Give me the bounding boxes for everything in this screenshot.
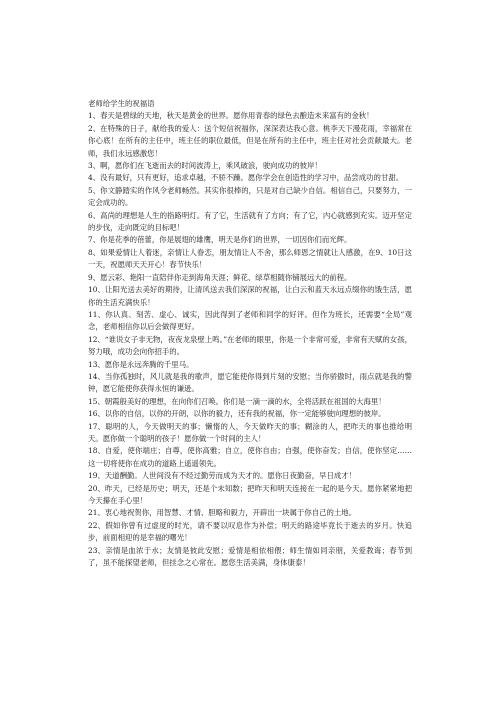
- paragraph-list: [88, 110, 412, 569]
- paragraph: 18、自爱，使你端庄；自尊，使你高雅；自立，使你自由；自强，使你奋发；自信，使你坚定……这一切将使你在成功的道路上遥遥领先。: [88, 446, 412, 468]
- paragraph: 1、春天是碧绿的天地，秋天是黄金的世界。愿你用青春的绿色去酿造未来富有的金秋！: [88, 111, 374, 121]
- paragraph: 20、昨天，已经是历史；明天，还是个未知数；把昨天和明天连接在一起的是今天。愿你紧紧地把今天攥在手心里！: [88, 483, 412, 505]
- paragraph: 16、以你的自信，以你的开朗，以你的毅力，还有我的祝福，你一定能够驶向理想的彼岸。: [88, 409, 386, 419]
- paragraph: 22、假如你曾有过虚度的时光，请不要以叹息作为补偿；明天的路途毕竟长于逝去的岁月。快追步，前面相迎的是幸福的曙光！: [88, 520, 412, 543]
- paragraph: 13、愿你是永远奔腾的千里马。: [88, 359, 194, 369]
- paragraph: 17、聪明的人，今天做明天的事；懒惰的人，今天做昨天的事；糊涂的人，把昨天的事也推给明天。愿你做一个聪明的孩子！愿你做一个时间的主人！: [88, 421, 412, 443]
- paragraph: 4、没有最好，只有更好，追求卓越，不骄不躁。愿你学会在创造性的学习中，品尝成功的甘甜。: [88, 173, 404, 183]
- paragraph: 9、愿云彩、艳阳一直陪伴你走到海角天涯；鲜花、绿草相随你铺展远大的前程。: [88, 272, 352, 282]
- paragraph: 19、天道酬勤。人世间没有不经过勤劳而成为天才的。愿你日夜勤奋，早日成才！: [88, 471, 357, 481]
- paragraph: 8、如果爱情让人着迷，亲情让人眷恋，朋友情让人不舍，那么师恩之情就让人感激，在9、10日这一天，祝愿师天天开心！春节快乐！: [88, 247, 412, 270]
- paragraph: 21、衷心地祝贺你，用智慧、才情、胆略和毅力，开辟出一块属于你自己的土地。: [88, 508, 357, 518]
- document-title: 老师给学生的祝福语: [88, 99, 155, 108]
- paragraph: 12、“谁说女子非无物，夜夜龙泉壁上鸣。”在老师的眼里，你是一个非常可爱，非常有天赋的女孩，努力哦，成功会向你招手的。: [88, 334, 412, 357]
- paragraph: 3、啊，愿你们在飞逝而去的时间波涛上，乘风破浪，驶向成功的彼岸！: [88, 161, 322, 171]
- paragraph: 2、在特殊的日子，献给我的爱人：送个短信祝福你，深深表达我心意。桃李天下漫花雨，幸福常在你心底！在所有的主任中，班主任的职位最低，但是在所有的主任中，班主任对社会贡献最大。老师，我们永远感激您！: [88, 123, 412, 158]
- paragraph: 10、让阳光送去美好的期待，让清风送去我们深深的祝福，让白云和蓝天永远点缀你的饿生活，愿你的生活充满快乐！: [88, 285, 412, 307]
- paragraph: 23、亲情是血浓于水；友情是彼此安慰；爱情是相依相偎；师生情如同亲朋，关爱教诲；春节到了，虽不能探望老师，但挂念之心常在。愿您生活美满，身体康泰！: [88, 545, 412, 568]
- paragraph: 7、你是花季的蓓蕾，你是展翅的雄鹰，明天是你们的世界，一切因你们而光辉。: [88, 235, 352, 245]
- paragraph: 11、你认真、刻苦、虚心、诚实，因此得到了老师和同学的好评。但作为班长，还需要“全局”观念，老师相信你以后会做得更好。: [88, 309, 412, 332]
- paragraph: 15、朝霞般美好的理想，在向你们召唤。你们是一滴一滴的水，全将活跃在祖国的大海里！: [88, 396, 386, 406]
- paragraph: 5、你文静踏实的作风令老师畅然。其实你很棒的，只是对自己缺少自信。相信自己，只要努力，一定会成功的。: [88, 185, 412, 208]
- paragraph: 14、当你孤独时，风儿就是我的歌声，愿它能使你得到片刻的安慰；当你骄傲时，雨点就是我的警钟，愿它能使你获得永恒的谦逊。: [88, 371, 412, 394]
- paragraph: 6、高尚的理想是人生的指路明灯。有了它，生活就有了方向；有了它，内心就感到充实。迈开坚定的步伐，走向既定的目标吧！: [88, 210, 412, 233]
